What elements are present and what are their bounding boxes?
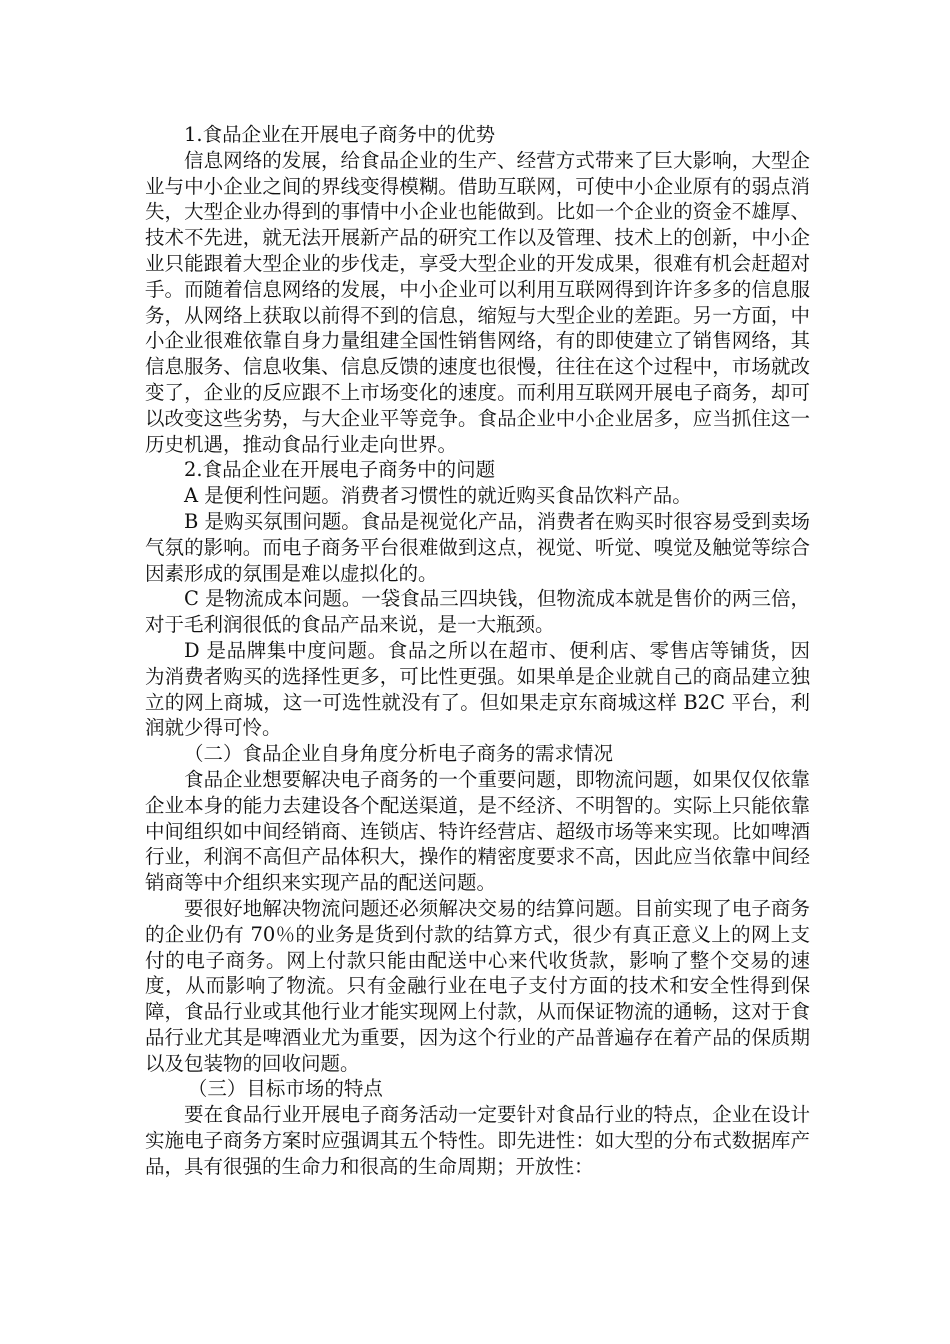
- section-heading-demand: （二）食品企业自身角度分析电子商务的需求情况: [184, 742, 614, 766]
- paragraph-problem-c: C 是物流成本问题。一袋食品三四块钱，但物流成本就是售价的两三倍，对于毛利润很低的食品产品来说，是一大瓶颈。: [145, 587, 810, 637]
- paragraph-problem-d: D 是品牌集中度问题。食品之所以在超市、便利店、零售店等铺货，因为消费者购买的选择性更多，可比性更强。如果单是企业就自己的商品建立独立的网上商城，这一可选性就没有了。但如果走京东商城这样 B2C 平台，利润就少得可怜。: [145, 638, 810, 740]
- document-page: [145, 122, 810, 1180]
- paragraph-problem-a: A 是便利性问题。消费者习惯性的就近购买食品饮料产品。: [184, 484, 692, 508]
- paragraph-logistics: 食品企业想要解决电子商务的一个重要问题，即物流问题，如果仅仅依靠企业本身的能力去建设各个配送渠道，是不经济、不明智的。实际上只能依靠中间组织如中间经销商、连锁店、特许经营店、超级市场等来实现。比如啤酒行业，利润不高但产品体积大，操作的精密度要求不高，因此应当依靠中间经销商等中介组织来实现产品的配送问题。: [145, 767, 810, 895]
- paragraph-target-market-body: 要在食品行业开展电子商务活动一定要针对食品行业的特点，企业在设计实施电子商务方案时应强调其五个特性。即先进性：如大型的分布式数据库产品，具有很强的生命力和很高的生命周期；开放性：: [145, 1103, 810, 1178]
- paragraph-settlement: 要很好地解决物流问题还必须解决交易的结算问题。目前实现了电子商务的企业仍有 70％的业务是货到付款的结算方式，很少有真正意义上的网上支付的电子商务。网上付款只能由配送中心来代收货款，影响了整个交易的速度，从而影响了物流。只有金融行业在电子支付方面的技术和安全性得到保障，食品行业或其他行业才能实现网上付款，从而保证物流的通畅，这对于食品行业尤其是啤酒业尤为重要，因为这个行业的产品普遍存在着产品的保质期以及包装物的回收问题。: [145, 896, 810, 1075]
- section-heading-problems: 2.食品企业在开展电子商务中的问题: [184, 458, 496, 482]
- paragraph-problem-b: B 是购买氛围问题。食品是视觉化产品，消费者在购买时很容易受到卖场气氛的影响。而电子商务平台很难做到这点，视觉、听觉、嗅觉及触觉等综合因素形成的氛围是难以虚拟化的。: [145, 509, 810, 585]
- section-heading-advantages: 1.食品企业在开展电子商务中的优势: [184, 123, 496, 146]
- section-heading-target-market: （三）目标市场的特点: [187, 1077, 383, 1101]
- paragraph-advantages-body: 信息网络的发展，给食品企业的生产、经营方式带来了巨大影响，大型企业与中小企业之间的界线变得模糊。借助互联网，可使中小企业原有的弱点消失，大型企业办得到的事情中小企业也能做到。比如一个企业的资金不雄厚、技术不先进，就无法开展新产品的研究工作以及管理、技术上的创新，中小企业只能跟着大型企业的步伐走，享受大型企业的开发成果，很难有机会赶超对手。而随着信息网络的发展，中小企业可以利用互联网得到许许多多的信息服务，从网络上获取以前得不到的信息，缩短与大型企业的差距。另一方面，中小企业很难依靠自身力量组建全国性销售网络，有的即使建立了销售网络，其信息服务、信息收集、信息反馈的速度也很慢，往往在这个过程中，市场就改变了，企业的反应跟不上市场变化的速度。而利用互联网开展电子商务，却可以改变这些劣势，与大企业平等竞争。食品企业中小企业居多，应当抓住这一历史机遇，推动食品行业走向世界。: [145, 148, 810, 456]
